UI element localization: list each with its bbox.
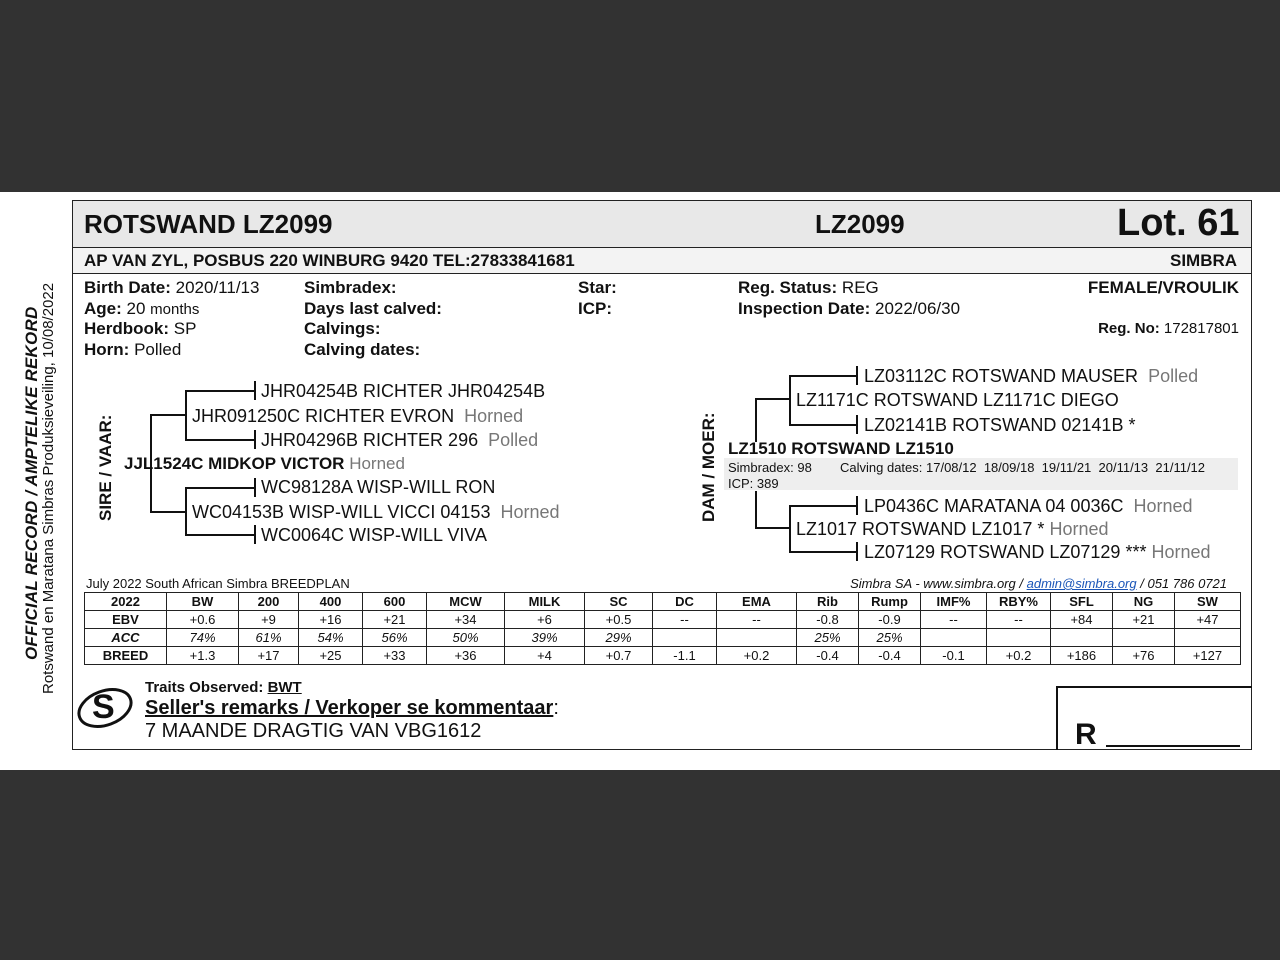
sire-connector (185, 390, 187, 440)
herdbook-label: Herdbook: (84, 319, 169, 338)
sire-connector (185, 534, 255, 536)
herdbook-value: SP (173, 319, 197, 338)
row-label: BREED (85, 647, 167, 665)
table-cell (1051, 629, 1113, 647)
table-cell: +4 (505, 647, 585, 665)
table-row-2 (85, 647, 1241, 665)
simbradex-label: Simbradex: (304, 278, 397, 297)
dam-side-label: DAM / MOER: (699, 412, 718, 522)
table-cell: -0.9 (859, 611, 921, 629)
sire-connector (185, 487, 187, 535)
table-cell: NG (1113, 593, 1175, 611)
footer-divider (1056, 686, 1252, 688)
sire-dam-dam: WC0064C WISP-WILL VIVA (261, 525, 488, 545)
price-line[interactable] (1106, 745, 1240, 747)
table-cell: +47 (1175, 611, 1241, 629)
dam-simbradex: Simbradex: 98 (728, 460, 812, 475)
dam-connector (856, 415, 858, 434)
table-cell: -- (987, 611, 1051, 629)
table-cell: +0.7 (585, 647, 653, 665)
dam-connector (789, 375, 857, 377)
row-label: 2022 (85, 593, 167, 611)
sire-sire-name: JHR091250C RICHTER EVRON (192, 406, 455, 426)
table-cell: -- (717, 611, 797, 629)
table-cell: Rib (797, 593, 859, 611)
table-cell: -0.1 (921, 647, 987, 665)
dam-sire: LZ1171C ROTSWAND LZ1171C DIEGO (796, 390, 1119, 410)
dam-name: LZ1510 ROTSWAND LZ1510 (728, 439, 954, 458)
table-cell (717, 629, 797, 647)
table-cell: MCW (427, 593, 505, 611)
sire-connector (185, 487, 255, 489)
birth-date-label: Birth Date: (84, 278, 171, 297)
breedplan-contact (850, 576, 1227, 591)
inspection-date (738, 299, 960, 319)
contact-phone: / 051 786 0721 (1140, 576, 1227, 591)
reg-status-label: Reg. Status: (738, 278, 838, 297)
age-label: Age: (84, 299, 122, 318)
dam-dam-dam-name: LZ07129 ROTSWAND LZ07129 *** (864, 542, 1147, 562)
table-cell: +25 (299, 647, 363, 665)
dam-connector (789, 551, 857, 553)
table-cell: -0.4 (797, 647, 859, 665)
table-cell: +1.3 (167, 647, 239, 665)
traits-observed (145, 679, 302, 696)
dam-connector (789, 505, 857, 507)
seller-remarks (145, 697, 559, 720)
table-cell: +0.2 (987, 647, 1051, 665)
sire-horn: Horned (349, 454, 405, 473)
reg-status (738, 278, 879, 298)
sire-dam (192, 502, 560, 523)
table-cell (1113, 629, 1175, 647)
seller-remarks-text: 7 MAANDE DRAGTIG VAN VBG1612 (145, 720, 482, 742)
table-cell: DC (653, 593, 717, 611)
sire-connector (254, 430, 256, 449)
table-cell (921, 629, 987, 647)
sale-label: Rotswand en Maratana Simbras Produksieveiling, 10/08/2022 (40, 282, 57, 694)
table-cell: +17 (239, 647, 299, 665)
table-cell: IMF% (921, 593, 987, 611)
sire-sire-sire: JHR04254B RICHTER JHR04254B (261, 381, 546, 401)
table-cell: 61% (239, 629, 299, 647)
table-cell: +0.6 (167, 611, 239, 629)
sire-dam-sire: WC98128A WISP-WILL RON (261, 477, 496, 497)
sire-connector (150, 414, 186, 416)
dam-connector (755, 527, 790, 529)
table-cell: +36 (427, 647, 505, 665)
table-cell: MILK (505, 593, 585, 611)
seller-remarks-label: Seller's remarks / Verkoper se kommentaar (145, 697, 554, 719)
table-cell: 54% (299, 629, 363, 647)
table-cell: -- (653, 611, 717, 629)
table-cell: +186 (1051, 647, 1113, 665)
sire-sire-dam (261, 430, 538, 451)
inspection-date-label: Inspection Date: (738, 299, 871, 318)
sire (124, 454, 405, 474)
dam-connector (856, 366, 858, 385)
table-cell: +16 (299, 611, 363, 629)
table-cell (1175, 629, 1241, 647)
calvings-label: Calvings: (304, 319, 381, 338)
horn-label: Horn: (84, 340, 130, 359)
dam-sire-sire (864, 366, 1198, 387)
sire-sire-dam-name: JHR04296B RICHTER 296 (261, 430, 479, 450)
animal-name: ROTSWAND LZ2099 (84, 209, 333, 239)
sire-name: JJL1524C MIDKOP VICTOR (124, 454, 345, 473)
table-cell: +6 (505, 611, 585, 629)
owner-line: AP VAN ZYL, POSBUS 220 WINBURG 9420 TEL:27833841681 (84, 251, 575, 270)
dam-dam-sire-name: LP0436C MARATANA 04 0036C (864, 496, 1124, 516)
official-record-label: OFFICIAL RECORD / AMPTELIKE REKORD (22, 306, 41, 660)
table-cell: +127 (1175, 647, 1241, 665)
table-cell: -- (921, 611, 987, 629)
dam-dam-horn: Horned (1049, 519, 1109, 539)
table-cell: -0.8 (797, 611, 859, 629)
table-cell: EMA (717, 593, 797, 611)
table-cell: 25% (797, 629, 859, 647)
dam-connector (856, 496, 858, 515)
table-cell: 56% (363, 629, 427, 647)
sire-connector (254, 478, 256, 497)
breed-label: SIMBRA (1170, 251, 1238, 270)
table-header-row (85, 593, 1241, 611)
table-cell: SFL (1051, 593, 1113, 611)
table-cell: Rump (859, 593, 921, 611)
dam-connector (789, 375, 791, 425)
animal-id: LZ2099 (815, 209, 905, 239)
dam-connector (856, 542, 858, 561)
table-cell: 74% (167, 629, 239, 647)
reg-no-value: 172817801 (1163, 320, 1239, 337)
birth-date (84, 278, 259, 298)
dam-dam (796, 519, 1109, 540)
table-cell: -1.1 (653, 647, 717, 665)
ebv-table (84, 592, 1241, 665)
reg-no (1098, 320, 1239, 337)
age-value: 20 (126, 299, 146, 318)
table-cell: -0.4 (859, 647, 921, 665)
sire-connector (185, 439, 255, 441)
reg-no-label: Reg. No: (1098, 320, 1160, 337)
contact-email-link[interactable]: admin@simbra.org (1026, 576, 1137, 591)
horn-value: Polled (134, 340, 182, 359)
traits-label: Traits Observed: (145, 679, 264, 696)
table-cell: BW (167, 593, 239, 611)
sire-connector (185, 390, 255, 392)
star-label: Star: (578, 278, 617, 297)
age (84, 299, 199, 319)
dam-sire-sire-name: LZ03112C ROTSWAND MAUSER (864, 366, 1139, 386)
table-cell: 25% (859, 629, 921, 647)
sire-sire-horn: Horned (464, 406, 524, 426)
table-cell: 600 (363, 593, 427, 611)
table-cell: +21 (1113, 611, 1175, 629)
row-label: EBV (85, 611, 167, 629)
dam-connector (755, 491, 757, 529)
footer-divider (1056, 686, 1058, 750)
days-last-calved-label: Days last calved: (304, 299, 442, 318)
dam-dam-name: LZ1017 ROTSWAND LZ1017 * (796, 519, 1045, 539)
icp-label: ICP: (578, 299, 612, 318)
table-cell: +84 (1051, 611, 1113, 629)
table-cell: +9 (239, 611, 299, 629)
dam-connector (789, 424, 857, 426)
price-label: R (1075, 718, 1097, 751)
table-cell: +76 (1113, 647, 1175, 665)
herdbook (84, 319, 196, 339)
row-label: ACC (85, 629, 167, 647)
table-cell: RBY% (987, 593, 1051, 611)
sex-label: FEMALE/VROULIK (1087, 278, 1239, 297)
table-cell: +0.2 (717, 647, 797, 665)
sire-sire (192, 406, 523, 427)
dam-dam-sire (864, 496, 1193, 517)
sire-connector (150, 511, 186, 513)
table-row-1 (85, 629, 1241, 647)
table-cell: SW (1175, 593, 1241, 611)
table-cell: +34 (427, 611, 505, 629)
traits-value: BWT (267, 679, 302, 696)
contact-prefix: Simbra SA - www.simbra.org / (850, 576, 1023, 591)
birth-date-value: 2020/11/13 (175, 278, 260, 297)
table-cell: 29% (585, 629, 653, 647)
table-cell: SC (585, 593, 653, 611)
horn (84, 340, 181, 360)
calving-dates-label: Calving dates: (304, 340, 421, 359)
dam-dam-dam-horn: Horned (1151, 542, 1211, 562)
dam-connector (789, 505, 791, 552)
reg-status-value: REG (841, 278, 879, 297)
table-row-0 (85, 611, 1241, 629)
table-cell: +33 (363, 647, 427, 665)
dam-connector (755, 398, 757, 442)
dam-icp: ICP: 389 (728, 476, 779, 491)
breedplan-caption: July 2022 South African Simbra BREEDPLAN (86, 576, 350, 591)
table-cell (987, 629, 1051, 647)
table-cell: 39% (505, 629, 585, 647)
age-unit: months (150, 301, 200, 318)
dam-sire-dam: LZ02141B ROTSWAND 02141B * (864, 415, 1136, 435)
table-cell: +21 (363, 611, 427, 629)
table-cell: 400 (299, 593, 363, 611)
sire-connector (254, 381, 256, 400)
dam-calving-dates: Calving dates: 17/08/12 18/09/18 19/11/21 20/11/13 21/11/12 (840, 460, 1206, 475)
sire-side-label: SIRE / VAAR: (96, 414, 115, 521)
seller-remarks-colon: : (553, 697, 559, 719)
sire-sire-dam-horn: Polled (488, 430, 539, 450)
dam-connector (755, 398, 790, 400)
sire-dam-name: WC04153B WISP-WILL VICCI 04153 (192, 502, 491, 522)
table-cell: +0.5 (585, 611, 653, 629)
table-cell: 200 (239, 593, 299, 611)
sire-connector (254, 525, 256, 544)
table-cell (653, 629, 717, 647)
dam-sire-sire-horn: Polled (1148, 366, 1199, 386)
lot-number: Lot. 61 (1117, 202, 1240, 244)
table-cell: 50% (427, 629, 505, 647)
inspection-date-value: 2022/06/30 (874, 299, 961, 318)
dam-dam-dam (864, 542, 1211, 563)
dam-dam-sire-horn: Horned (1133, 496, 1193, 516)
logo-letter: S (92, 688, 115, 726)
sire-dam-horn: Horned (500, 502, 560, 522)
